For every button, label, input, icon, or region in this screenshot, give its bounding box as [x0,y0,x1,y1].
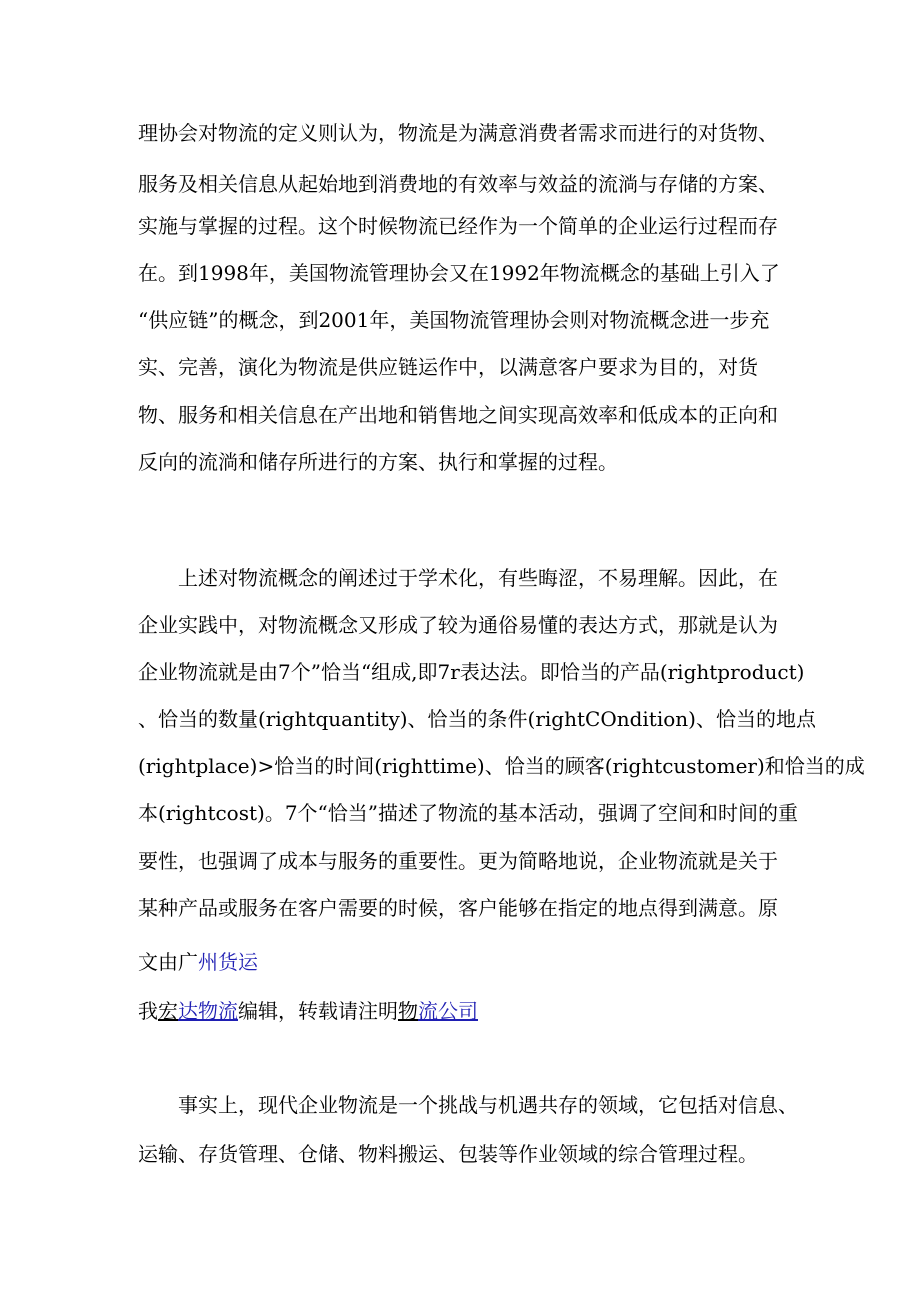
credit-line [138,999,478,1023]
text-line: 服务及相关信息从起始地到消费地的有效率与效益的流淌与存储的方案、 [138,172,778,196]
text-line: 本(rightcost)。7个“恰当”描述了物流的基本活动，强调了空间和时间的重 [138,801,798,825]
text-line: 企业物流就是由7个”恰当“组成,即7r表达法。即恰当的产品(rightproduct) [138,660,805,684]
underlined-text: 物 [398,999,418,1023]
text-line: 实施与掌握的过程。这个时候物流已经作为一个简单的企业运行过程而存 [138,214,778,238]
text-line: 实、完善，演化为物流是供应链运作中，以满意客户要求为目的，对货 [138,355,758,379]
text-line: “供应链”的概念，到2001年，美国物流管理协会则对物流概念进一步充 [138,308,770,332]
text-line: 反向的流淌和储存所进行的方案、执行和掌握的过程。 [138,450,618,474]
link-logistics-company[interactable]: 流公司 [418,999,478,1023]
link-logistics[interactable]: 达物流 [178,999,238,1023]
text-line: 事实上，现代企业物流是一个挑战与机遇共存的领域，它包括对信息、 [178,1093,798,1117]
text-line: 理协会对物流的定义则认为，物流是为满意消费者需求而进行的对货物、 [138,121,778,145]
text-line: (rightplace)>恰当的时间(righttime)、恰当的顾客(rightcustomer)和恰当的成 [138,754,865,778]
text-span: 编辑，转载请注明 [238,999,398,1023]
text-line: 运输、存货管理、仓储、物料搬运、包装等作业领域的综合管理过程。 [138,1142,758,1166]
link-guangzhou-freight[interactable]: 州货运 [198,950,258,974]
text-line: 在。到1998年，美国物流管理协会又在1992年物流概念的基础上引入了 [138,261,780,285]
text-span: 我 [138,999,158,1023]
text-line: 物、服务和相关信息在产出地和销售地之间实现高效率和低成本的正向和 [138,403,778,427]
text-span: 文由广 [138,950,198,974]
text-line: 企业实践中，对物流概念又形成了较为通俗易懂的表达方式，那就是认为 [138,613,778,637]
underlined-text: 宏 [158,999,178,1023]
text-line: 某种产品或服务在客户需要的时候，客户能够在指定的地点得到满意。原 [138,896,778,920]
text-line: 、恰当的数量(rightquantity)、恰当的条件(rightCOndition)、恰当的地点 [138,707,816,731]
text-line: 要性，也强调了成本与服务的重要性。更为简略地说，企业物流就是关于 [138,849,778,873]
text-line: 上述对物流概念的阐述过于学术化，有些晦涩，不易理解。因此，在 [178,566,778,590]
text-line-with-link [138,950,258,974]
